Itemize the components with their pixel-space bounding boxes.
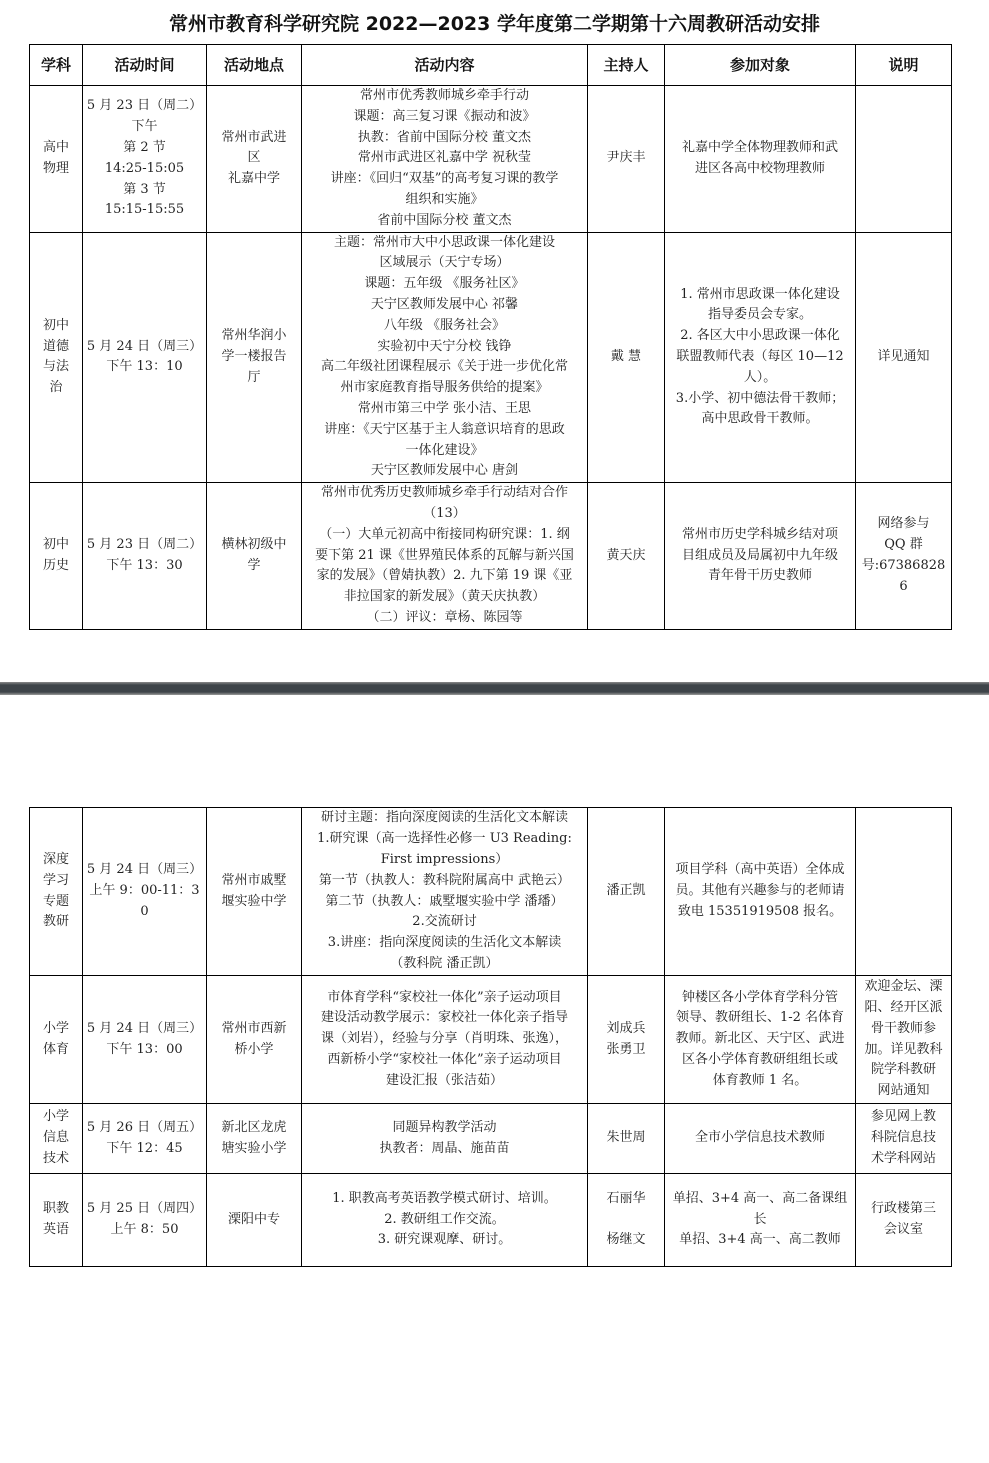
cell-line: （教科院 潘正凯） — [390, 955, 499, 971]
cell-line: First impressions） — [380, 851, 509, 867]
cell-line: 物理 — [42, 160, 69, 176]
cell-host — [588, 976, 665, 1104]
cell-subject — [30, 1104, 83, 1174]
cell-line: 塘实验小学 — [221, 1140, 287, 1156]
header-notes: 说明 — [856, 45, 952, 86]
cell-place — [207, 86, 302, 233]
cell-place — [207, 808, 302, 976]
cell-line: 号:67386828 — [861, 557, 946, 573]
cell-line: 戴 慧 — [610, 348, 642, 364]
cell-line: 常州华润小 — [221, 328, 287, 344]
cell-participants — [665, 1174, 856, 1267]
header-time: 活动时间 — [83, 45, 207, 86]
cell-line: 专题 — [42, 893, 69, 909]
table-row — [30, 86, 952, 233]
cell-time — [83, 808, 207, 976]
cell-line: 体育教师 1 名。 — [712, 1072, 808, 1088]
cell-line: 详见通知 — [877, 348, 930, 364]
cell-subject — [30, 86, 83, 233]
cell-notes — [856, 1104, 952, 1174]
cell-subject — [30, 1174, 83, 1267]
cell-time — [83, 232, 207, 483]
cell-line: （二）评议：章杨、陈园等 — [366, 609, 523, 625]
cell-line: 潘正凯 — [606, 883, 646, 899]
cell-line: 常州市武进 — [221, 129, 287, 145]
cell-line: 朱世周 — [606, 1130, 646, 1146]
cell-participants — [665, 976, 856, 1104]
cell-line: 张勇卫 — [606, 1041, 646, 1057]
cell-line: 3.讲座：指向深度阅读的生活化文本解读 — [327, 935, 562, 951]
cell-line: 礼嘉中学 — [227, 171, 280, 187]
cell-line: 天宁区教师发展中心 祁馨 — [370, 296, 519, 312]
cell-place — [207, 232, 302, 483]
page-divider — [0, 682, 989, 695]
cell-content — [302, 483, 588, 630]
cell-line: 教师。新北区、天宁区、武进 — [675, 1031, 845, 1047]
cell-line: 高中 — [42, 139, 69, 155]
cell-line: 八年级 《服务社会》 — [383, 317, 506, 333]
cell-line: 道德 — [42, 338, 69, 354]
cell-line: 钟楼区各小学体育学科分管 — [681, 989, 838, 1005]
cell-host — [588, 483, 665, 630]
cell-line: 15:15-15:55 — [104, 202, 185, 218]
cell-line: 常州市优秀历史教师城乡牵手行动结对合作 — [320, 485, 568, 501]
cell-content — [302, 1104, 588, 1174]
cell-line: 常州市优秀教师城乡牵手行动 — [359, 88, 529, 103]
cell-line: 尹庆丰 — [606, 150, 646, 166]
cell-line: 人）。 — [743, 369, 777, 385]
cell-line: 学习 — [42, 872, 69, 888]
cell-line: 建设活动教学展示：家校社一体化亲子指导 — [320, 1010, 568, 1026]
cell-notes — [856, 808, 952, 976]
header-place: 活动地点 — [207, 45, 302, 86]
cell-line: 家的发展》（曾婧执教）2. 九下第 19 课《亚 — [316, 568, 573, 584]
cell-line: 长 — [753, 1211, 767, 1227]
cell-content — [302, 232, 588, 483]
cell-participants — [665, 483, 856, 630]
cell-subject — [30, 483, 83, 630]
cell-line: 行政楼第三 — [870, 1201, 936, 1217]
cell-line: 阳、经开区派 — [864, 999, 943, 1015]
cell-line: 5 月 24 日（周三） — [86, 862, 203, 878]
cell-line: 5 月 23 日（周二） — [86, 98, 203, 114]
cell-line: 教研 — [42, 914, 69, 930]
cell-line: 5 月 24 日（周三） — [86, 1020, 203, 1036]
cell-line: 高二年级社团课程展示《关于进一步优化常 — [320, 359, 568, 375]
cell-place — [207, 976, 302, 1104]
cell-line: 网络参与 — [877, 516, 930, 532]
cell-line: 第 3 节 — [123, 181, 166, 197]
cell-line: 2. 教研组工作交流。 — [384, 1211, 505, 1227]
cell-line: 5 月 23 日（周二） — [86, 537, 203, 553]
cell-line: 5 月 25 日（周四） — [86, 1201, 203, 1217]
cell-line: 科院信息技 — [870, 1130, 936, 1146]
cell-line: 网站通知 — [877, 1083, 930, 1099]
cell-host — [588, 1174, 665, 1267]
cell-line: 非拉国家的新发展》（黄天庆执教） — [343, 589, 546, 605]
cell-line: 课题：高三复习课《振动和波》 — [353, 108, 536, 124]
cell-notes — [856, 976, 952, 1104]
cell-line: 西新桥小学“家校社一体化”亲子运动项目 — [327, 1051, 562, 1067]
cell-participants — [665, 808, 856, 976]
cell-line: 执教者：周晶、施苗苗 — [379, 1140, 510, 1156]
table-row — [30, 976, 952, 1104]
cell-line: 下午 13：10 — [106, 359, 183, 375]
cell-time — [83, 86, 207, 233]
table-row — [30, 1104, 952, 1174]
cell-line: 常州市西新 — [221, 1020, 287, 1036]
cell-line: 1. 职教高考英语教学模式研讨、培训。 — [332, 1190, 557, 1206]
cell-line: 项目学科（高中英语）全体成 — [675, 862, 845, 878]
cell-line: 信息 — [42, 1130, 69, 1146]
cell-line: 职教 — [42, 1201, 69, 1217]
cell-line: 堰实验中学 — [221, 893, 287, 909]
cell-line: 第一节（执教人：教科院附属高中 武艳云） — [318, 872, 571, 888]
header-subject: 学科 — [30, 45, 83, 86]
cell-line: 骨干教师参 — [870, 1020, 936, 1036]
cell-line: 致电 15351919508 报名。 — [677, 903, 843, 919]
cell-line: 14:25-15:05 — [104, 160, 185, 176]
cell-line: 第 2 节 — [123, 139, 166, 155]
cell-line: 2.交流研讨 — [412, 914, 477, 930]
cell-line: 研讨主题：指向深度阅读的生活化文本解读 — [320, 810, 568, 826]
cell-line: 治 — [49, 380, 63, 396]
cell-subject — [30, 976, 83, 1104]
cell-time — [83, 1104, 207, 1174]
cell-line: 下午 13：00 — [106, 1041, 183, 1057]
cell-line: 1. 常州市思政课一体化建设 — [680, 286, 840, 302]
schedule-table-page-1 — [29, 44, 952, 630]
cell-line: 进区各高中校物理教师 — [694, 160, 825, 176]
cell-line: 一体化建设》 — [405, 442, 484, 458]
cell-line: 讲座：《回归“双基”的高考复习课的教学 — [330, 171, 559, 187]
cell-line: 刘成兵 — [606, 1020, 646, 1036]
cell-participants — [665, 1104, 856, 1174]
cell-line: 新北区龙虎 — [221, 1119, 287, 1135]
cell-line: 区域展示（天宁专场） — [379, 255, 510, 271]
cell-line: 2. 各区大中小思政课一体化 — [680, 328, 840, 344]
cell-line: 建设汇报（张洁茹） — [385, 1072, 503, 1088]
cell-notes — [856, 483, 952, 630]
cell-line: 下午 13：30 — [106, 557, 183, 573]
cell-line: 5 月 24 日（周三） — [86, 338, 203, 354]
cell-content — [302, 86, 588, 233]
cell-line: 常州市武进区礼嘉中学 祝秋莹 — [357, 150, 532, 166]
cell-line: 历史 — [42, 557, 69, 573]
cell-line: 英语 — [42, 1222, 69, 1237]
cell-notes — [856, 86, 952, 233]
header-participants: 参加对象 — [665, 45, 856, 86]
page-gap — [0, 648, 989, 808]
header-row — [30, 45, 952, 86]
cell-place — [207, 1174, 302, 1267]
cell-line: 全市小学信息技术教师 — [694, 1130, 825, 1146]
cell-line: （一）大单元初高中衔接同构研究课：1. 纲 — [319, 526, 570, 542]
cell-line: 高中思政骨干教师。 — [701, 411, 819, 427]
cell-line: 常州市历史学科城乡结对项 — [681, 526, 838, 542]
cell-content — [302, 976, 588, 1104]
cell-line: 常州市第三中学 张小洁、王思 — [357, 400, 532, 416]
cell-line: 桥小学 — [234, 1041, 274, 1057]
table-row — [30, 1174, 952, 1267]
cell-line: 3. 研究课观摩、研讨。 — [377, 1232, 512, 1248]
cell-line: 参见网上教 — [870, 1109, 936, 1125]
cell-line: 主题：常州市大中小思政课一体化建设 — [333, 234, 555, 250]
cell-line: 厅 — [247, 369, 261, 385]
cell-line: 目组成员及局属初中九年级 — [681, 547, 838, 563]
cell-line: 深度 — [42, 851, 69, 867]
cell-host — [588, 1104, 665, 1174]
cell-line: 上午 9：00-11：30 — [89, 883, 200, 919]
cell-line: 5 月 26 日（周五） — [86, 1119, 203, 1135]
cell-line: 欢迎金坛、溧 — [864, 979, 943, 995]
cell-line: 实验初中天宁分校 钱铮 — [377, 338, 512, 354]
cell-line: 同题异构教学活动 — [392, 1119, 497, 1135]
cell-host — [588, 808, 665, 976]
page-title: 常州市教育科学研究院 2022—2023 学年度第二学期第十六周教研活动安排 — [169, 13, 820, 35]
cell-line: 院学科教研 — [870, 1062, 936, 1078]
cell-line: 杨继文 — [606, 1232, 646, 1247]
cell-line: 下午 — [131, 119, 158, 135]
cell-line: 课（刘岩），经验与分享（肖明珠、张逸）， — [320, 1031, 568, 1047]
cell-line: 小学 — [42, 1020, 69, 1036]
cell-line: （13） — [423, 505, 466, 521]
cell-place — [207, 1104, 302, 1174]
cell-line: 单招、3+4 高一、高二教师 — [679, 1232, 841, 1248]
cell-line: 横林初级中 — [221, 537, 287, 553]
cell-line: 天宁区教师发展中心 唐剑 — [370, 463, 519, 479]
table-row — [30, 232, 952, 483]
cell-line: 6 — [899, 578, 908, 594]
cell-time — [83, 1174, 207, 1267]
cell-subject — [30, 808, 83, 976]
cell-line: 市体育学科“家校社一体化”亲子运动项目 — [327, 989, 562, 1005]
cell-line: 初中 — [42, 317, 69, 333]
cell-time — [83, 976, 207, 1104]
cell-line: 石丽华 — [606, 1191, 646, 1207]
cell-line: 礼嘉中学全体物理教师和武 — [681, 139, 838, 155]
cell-participants — [665, 86, 856, 233]
cell-host — [588, 86, 665, 233]
header-host: 主持人 — [588, 45, 665, 86]
cell-line: 联盟教师代表（每区 10—12 — [676, 348, 844, 364]
cell-line: 会议室 — [883, 1222, 923, 1237]
cell-content — [302, 808, 588, 976]
header-content: 活动内容 — [302, 45, 588, 86]
cell-time — [83, 483, 207, 630]
cell-place — [207, 483, 302, 630]
cell-participants — [665, 232, 856, 483]
cell-line: 下午 12：45 — [106, 1140, 183, 1156]
cell-line: 指导委员会专家。 — [707, 307, 812, 323]
cell-line: 省前中国际分校 董文杰 — [377, 212, 512, 228]
cell-line: 学一楼报告 — [221, 348, 287, 364]
cell-line: 员。其他有兴趣参与的老师请 — [675, 883, 845, 899]
cell-line: 学 — [247, 557, 261, 573]
cell-line: 上午 8：50 — [110, 1222, 179, 1237]
cell-line: 区 — [247, 150, 261, 166]
cell-line: 讲座：《天宁区基于主人翁意识培育的思政 — [324, 421, 565, 437]
cell-line: 单招、3+4 高一、高二备课组 — [672, 1190, 848, 1206]
cell-line: 体育 — [42, 1041, 69, 1057]
table-row — [30, 483, 952, 630]
cell-line: 加。详见教科 — [864, 1041, 943, 1057]
cell-line: 州市家庭教育指导服务供给的提案》 — [340, 380, 549, 396]
table-row — [30, 808, 952, 976]
cell-line: 溧阳中专 — [227, 1211, 280, 1227]
cell-line: 第二节（执教人：戚墅堰实验中学 潘璠） — [325, 893, 564, 909]
cell-line: 技术 — [42, 1150, 69, 1166]
cell-line: 初中 — [42, 537, 69, 553]
cell-line: 常州市戚墅 — [221, 872, 287, 888]
cell-line: 青年骨干历史教师 — [707, 568, 812, 584]
cell-line: 小学 — [42, 1109, 69, 1125]
cell-line: 黄天庆 — [606, 547, 646, 563]
cell-notes — [856, 1174, 952, 1267]
cell-notes — [856, 232, 952, 483]
schedule-table-page-2 — [29, 807, 952, 1267]
cell-line: QQ 群 — [884, 537, 923, 553]
cell-line: 执教：省前中国际分校 董文杰 — [357, 129, 532, 145]
cell-line: 与法 — [42, 359, 69, 375]
cell-line: 课题：五年级 《服务社区》 — [364, 276, 525, 292]
cell-line: 区各小学体育教研组组长或 — [681, 1051, 838, 1067]
cell-line: 领导、教研组长、1-2 名体育 — [675, 1010, 845, 1026]
cell-line: 术学科网站 — [870, 1150, 936, 1166]
cell-content — [302, 1174, 588, 1267]
cell-line: 3.小学、初中德法骨干教师； — [675, 390, 845, 406]
cell-line: 要下第 21 课《世界殖民体系的瓦解与新兴国 — [315, 547, 574, 563]
cell-line: 组织和实施》 — [405, 191, 484, 207]
cell-line: 1.研究课（高一选择性必修一 U3 Reading: — [317, 831, 572, 847]
cell-subject — [30, 232, 83, 483]
cell-host — [588, 232, 665, 483]
